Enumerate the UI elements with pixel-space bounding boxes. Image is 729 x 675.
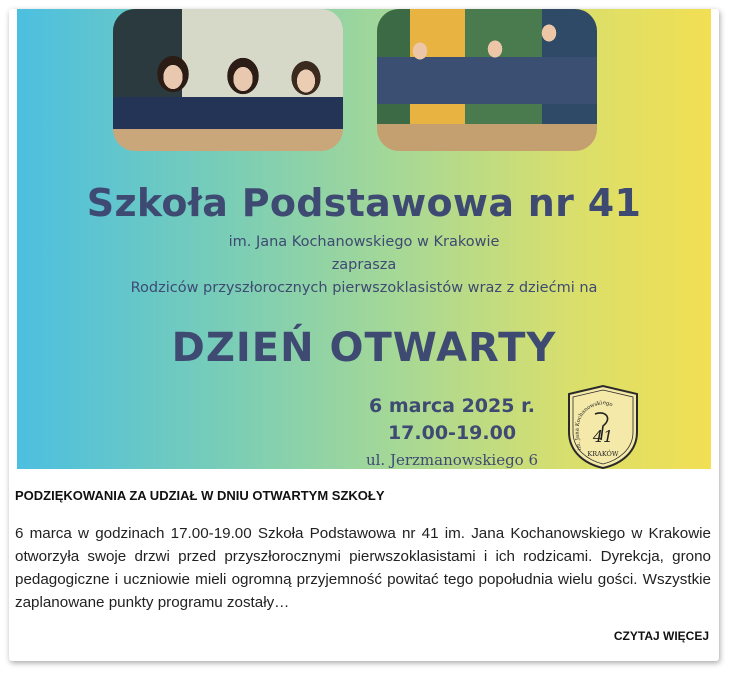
open-day-poster[interactable] xyxy=(17,9,711,469)
classroom-photo xyxy=(113,9,343,151)
school-patron: im. Jana Kochanowskiego w Krakowie xyxy=(228,234,500,250)
news-card xyxy=(9,9,719,661)
school-crest-logo xyxy=(565,384,641,470)
article-excerpt: 6 marca w godzinach 17.00-19.00 Szkoła Podstawowa nr 41 im. Jana Kochanowskiego w Krakowie otworzyła swoje drzwi przed przyszłorocznymi pierwszoklasistami i ich rodzicami. Dyrekcja, grono pedagogiczne i uczniowie mieli ogromną przyjemność powitać tego popołudnia wielu gości. Wszystkie zaplanowane punkty programu zostały… xyxy=(15,525,711,611)
read-more-link[interactable]: CZYTAJ WIĘCEJ xyxy=(613,629,709,643)
event-title: DZIEŃ OTWARTY xyxy=(171,325,557,371)
article-heading[interactable]: PODZIĘKOWANIA ZA UDZIAŁ W DNIU OTWARTYM SZKOŁY xyxy=(15,488,385,503)
event-date: 6 marca 2025 r. xyxy=(369,395,535,417)
playground-photo xyxy=(377,9,597,151)
invites-text: zaprasza xyxy=(331,257,397,273)
crest-arc-text: im. Jana Kochanowskiego xyxy=(574,399,614,451)
school-name: Szkoła Podstawowa nr 41 xyxy=(86,181,642,225)
event-hours: 17.00-19.00 xyxy=(387,422,517,444)
crest-city: KRAKÓW xyxy=(587,450,619,458)
audience-text: Rodziców przyszłorocznych pierwszoklasistów wraz z dziećmi na xyxy=(130,280,598,296)
event-address: ul. Jerzmanowskiego 6 xyxy=(365,451,539,469)
crest-number: 41 xyxy=(592,427,614,446)
